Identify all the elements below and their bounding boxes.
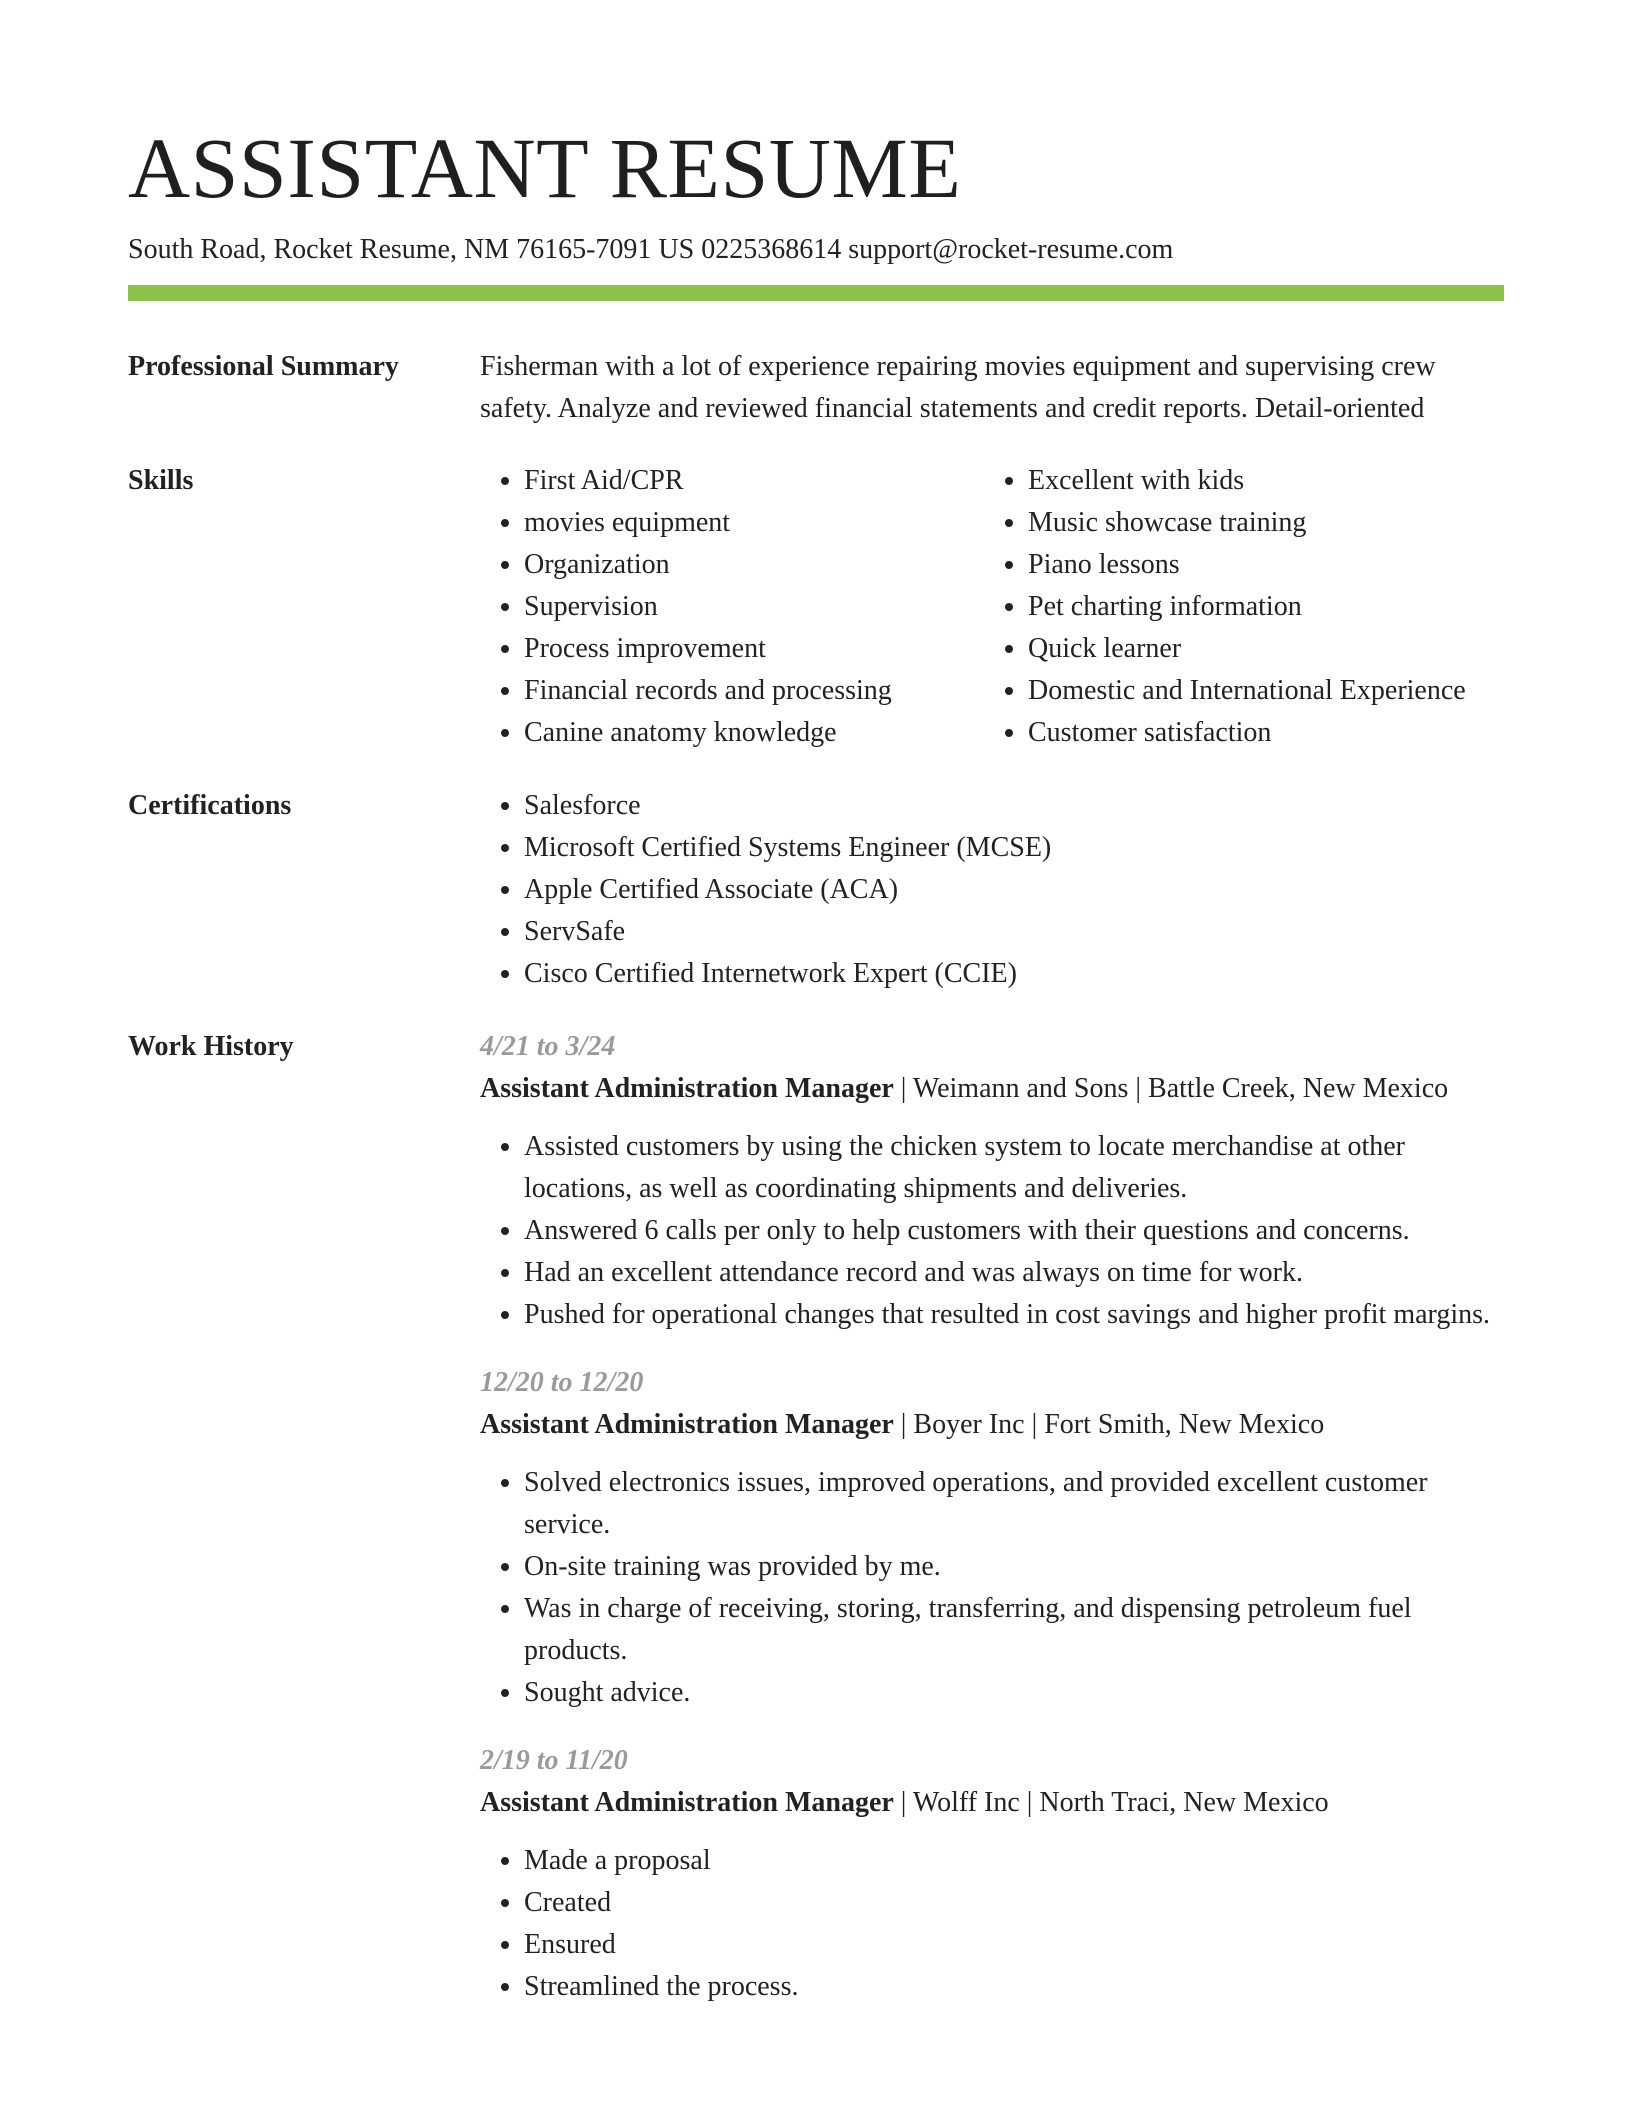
job-separator: | xyxy=(1019,1787,1040,1818)
job-title-line xyxy=(480,1404,1504,1446)
job-bullet: • Pushed for operational changes that resulted in cost savings and higher profit margins. xyxy=(524,1294,1504,1336)
job-bullet: • Assisted customers by using the chicken system to locate merchandise at other locations, as well as coordinating shipments and deliveries. xyxy=(524,1126,1504,1210)
skill-item: • Quick learner xyxy=(1028,628,1488,670)
certification-item: • Apple Certified Associate (ACA) xyxy=(524,869,1504,911)
job-title-line xyxy=(480,1782,1504,1824)
job-bullet: • Created xyxy=(524,1882,1504,1924)
certification-item: • Cisco Certified Internetwork Expert (CCIE) xyxy=(524,953,1504,995)
job-title: Assistant Administration Manager xyxy=(480,1073,894,1104)
contact-line: South Road, Rocket Resume, NM 76165-7091 US 0225368614 support@rocket-resume.com xyxy=(128,234,1174,265)
job-dates: 12/20 to 12/20 xyxy=(480,1367,644,1398)
certification-item: • Salesforce xyxy=(524,785,1504,827)
job-entry xyxy=(480,1026,1504,1336)
summary-label: Professional Summary xyxy=(128,351,399,382)
job-separator: | xyxy=(893,1073,913,1104)
certification-item: • ServSafe xyxy=(524,911,1504,953)
skill-item: • Organization xyxy=(524,544,984,586)
job-bullet: • Ensured xyxy=(524,1924,1504,1966)
job-bullet: • On-site training was provided by me. xyxy=(524,1546,1504,1588)
job-bullet: • Sought advice. xyxy=(524,1672,1504,1714)
skill-item: • Music showcase training xyxy=(1028,502,1488,544)
job-separator: | xyxy=(893,1787,913,1818)
skill-item: • Customer satisfaction xyxy=(1028,712,1488,754)
skill-item: • Supervision xyxy=(524,586,984,628)
job-location: North Traci, New Mexico xyxy=(1039,1787,1329,1818)
job-dates: 4/21 to 3/24 xyxy=(480,1031,616,1062)
job-location: Fort Smith, New Mexico xyxy=(1044,1409,1325,1440)
resume-title: ASSISTANT RESUME xyxy=(128,120,962,216)
work-history-label: Work History xyxy=(128,1031,294,1062)
job-company: Boyer Inc xyxy=(913,1409,1025,1440)
job-entry xyxy=(480,1740,1504,2008)
job-company: Wolff Inc xyxy=(912,1787,1020,1818)
job-title-line xyxy=(480,1068,1504,1110)
job-separator: | xyxy=(1128,1073,1149,1104)
skill-item: • Excellent with kids xyxy=(1028,460,1488,502)
skill-item: • movies equipment xyxy=(524,502,984,544)
job-bullet: • Had an excellent attendance record and was always on time for work. xyxy=(524,1252,1504,1294)
skill-item: • Process improvement xyxy=(524,628,984,670)
skills-content xyxy=(480,460,1504,754)
certifications-content xyxy=(480,785,1504,995)
skill-item: • First Aid/CPR xyxy=(524,460,984,502)
job-entry xyxy=(480,1362,1504,1714)
skills-column-left xyxy=(480,460,984,754)
job-separator: | xyxy=(893,1409,914,1440)
summary-text: Fisherman with a lot of experience repairing movies equipment and supervising crew safety. Analyze and reviewed financial statements and credit reports. Detail-oriented xyxy=(480,351,1436,424)
job-location: Battle Creek, New Mexico xyxy=(1148,1073,1449,1104)
skills-label: Skills xyxy=(128,465,194,496)
certifications-label: Certifications xyxy=(128,790,292,821)
skill-item: • Piano lessons xyxy=(1028,544,1488,586)
skill-item: • Financial records and processing xyxy=(524,670,984,712)
skills-column-right xyxy=(984,460,1488,754)
skill-item: • Pet charting information xyxy=(1028,586,1488,628)
work-history-content xyxy=(480,1026,1504,2034)
job-dates: 2/19 to 11/20 xyxy=(480,1745,628,1776)
skill-item: • Domestic and International Experience xyxy=(1028,670,1488,712)
job-bullet: • Streamlined the process. xyxy=(524,1966,1504,2008)
job-title: Assistant Administration Manager xyxy=(480,1787,894,1818)
job-bullet: • Made a proposal xyxy=(524,1840,1504,1882)
header-divider xyxy=(128,285,1504,301)
job-bullet: • Was in charge of receiving, storing, transferring, and dispensing petroleum fuel products. xyxy=(524,1588,1504,1672)
summary-content xyxy=(480,346,1504,430)
skill-item: • Canine anatomy knowledge xyxy=(524,712,984,754)
job-company: Weimann and Sons xyxy=(912,1073,1129,1104)
certification-item: • Microsoft Certified Systems Engineer (MCSE) xyxy=(524,827,1504,869)
job-separator: | xyxy=(1024,1409,1045,1440)
job-bullet: • Solved electronics issues, improved operations, and provided excellent customer service. xyxy=(524,1462,1504,1546)
job-bullet: • Answered 6 calls per only to help customers with their questions and concerns. xyxy=(524,1210,1504,1252)
job-title: Assistant Administration Manager xyxy=(480,1409,894,1440)
